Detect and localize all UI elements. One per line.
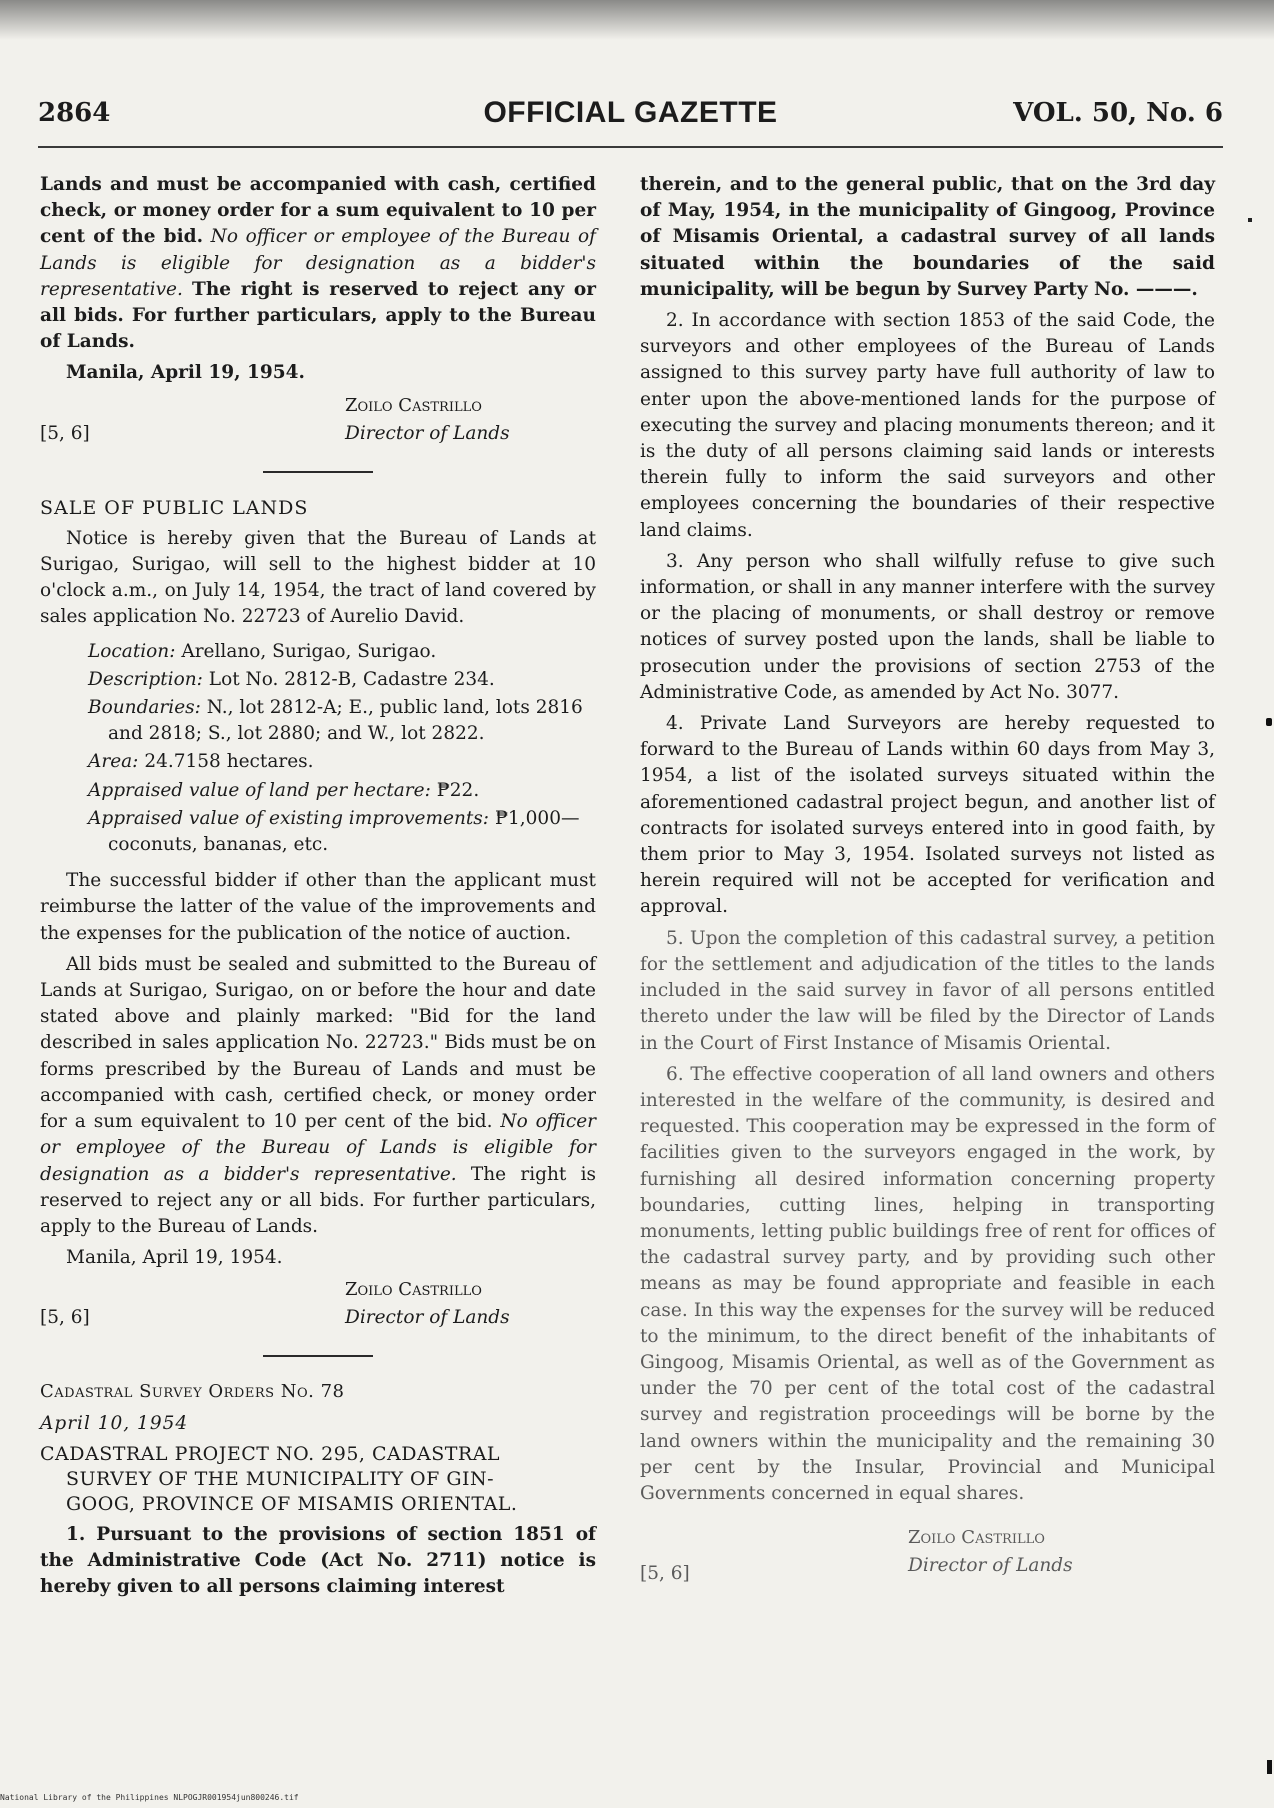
paragraph-4: 4. Private Land Surveyors are hereby requested to forward to the Bureau of Lands within 60 days from May 3, 1954, a list of the isolated surveys situated within the aforementioned cadastral project begun, and another list of contracts for isolated surveys entered into in good faith, by them prior to May 3, 1954. Isolated surveys not listed as herein required will not be accepted for verification and approval. (640, 713, 1215, 918)
continued-notice-text: Lands and must be accompanied with cash, certified check, or money order for a sum equivalent to 10 per cent of the bid. (40, 174, 596, 248)
signatory-name: Zoilo Castrillo (908, 1527, 1045, 1549)
detail-item: Boundaries: N., lot 2812-A; E., public land, lots 2816 and 2818; S., lot 2880; and W., lot 2822. (88, 697, 583, 745)
paragraph-2: 2. In accordance with section 1853 of the said Code, the surveyors and other employees of the Bureau of Lands assigned to this survey party have full authority of law to enter upon the above-mentioned lands for the purpose of executing the survey and placing monuments thereon; and it is the duty of all persons claiming said lands or interests therein fully to inform the said surveyors and other employees concerning the boundaries of their respective land claims. (640, 310, 1215, 541)
continued-notice (40, 172, 596, 355)
scan-artifact (1267, 1760, 1272, 1774)
signatory-title: Director of Lands (908, 1555, 1073, 1577)
publication-title: OFFICIAL GAZETTE (483, 96, 778, 129)
continued-notice-tail: The right is reserved to reject any or all bids. For further particulars, apply to the Bureau of Lands. (40, 278, 596, 353)
signatory-title: Director of Lands (345, 422, 510, 444)
page-number: 2864 (38, 98, 111, 128)
detail-item: Appraised value of land per hectare: ₱22. (88, 779, 480, 801)
scan-source-footer: National Library of the Philippines NLPOGJR001954jun800246.tif (0, 1793, 299, 1802)
signature-block-1 (40, 393, 596, 455)
scan-artifact (1248, 218, 1252, 222)
issue-code: [5, 6] (40, 422, 90, 444)
detail-item: Description: Lot No. 2812-B, Cadastre 234. (88, 668, 495, 690)
page-header (38, 96, 1223, 136)
orders-heading: Cadastral Survey Orders No. 78 (40, 1381, 345, 1403)
issue-code: [5, 6] (640, 1563, 690, 1585)
project-title: CADASTRAL PROJECT NO. 295, CADASTRAL SURVEY OF THE MUNICIPALITY OF GIN- GOOG, PROVINCE OF MISAMIS ORIENTAL. (40, 1442, 518, 1515)
scan-artifact (1266, 718, 1272, 726)
signature-block-3 (640, 1525, 1215, 1591)
left-column (40, 172, 596, 1605)
land-details (88, 639, 596, 859)
issue-code: [5, 6] (40, 1307, 90, 1329)
section-divider (263, 1355, 373, 1357)
volume-number: VOL. 50, No. 6 (1013, 98, 1223, 128)
paragraph-1: 1. Pursuant to the provisions of section 1851 of the Administrative Code (Act No. 2711) notice is hereby given to all persons claiming interest (40, 1523, 596, 1598)
date-line-2: Manila, April 19, 1954. (66, 1247, 283, 1269)
scan-shadow (0, 0, 1274, 40)
detail-item: Area: 24.7158 hectares. (88, 751, 314, 773)
header-rule (38, 146, 1223, 148)
signatory-name: Zoilo Castrillo (345, 394, 482, 416)
section-divider (263, 471, 373, 473)
right-column (640, 172, 1215, 1591)
paragraph-5: 5. Upon the completion of this cadastral survey, a petition for the settlement and adjudication of the titles to the lands included in the said survey in favor of all persons entitled thereto under the law will be filed by the Director of Lands in the Court of First Instance of Misamis Oriental. (640, 927, 1215, 1054)
signature-block-2 (40, 1277, 596, 1339)
paragraph-6: 6. The effective cooperation of all land owners and others interested in the welfare of the community, is desired and requested. This cooperation may be expressed in the form of facilities given to the surveyors engaged in the work, by furnishing all desired information concerning property boundaries, cutting lines, helping in transporting monuments, letting public buildings free of rent for offices of the cadastral survey party, and by providing such other means as may be found appropriate and feasible in each case. In this way the expenses for the survey will be reduced to the minimum, to the direct benefit of the inhabitants of Gingoog, Misamis Oriental, as well as of the Government as under the 70 per cent of the total cost of the cadastral survey and registration proceedings will be borne by the land owners within the municipality and the remaining 30 per cent by the Insular, Provincial and Municipal Governments concerned in equal shares. (640, 1063, 1215, 1504)
successful-bidder-paragraph: The successful bidder if other than the applicant must reimburse the latter of the value of the improvements and the expenses for the publication of the notice of auction. (40, 870, 596, 944)
date-line-1: Manila, April 19, 1954. (66, 362, 305, 384)
signatory-title: Director of Lands (345, 1307, 510, 1329)
signatory-name: Zoilo Castrillo (345, 1279, 482, 1301)
sale-intro: Notice is hereby given that the Bureau of Lands at Surigao, Surigao, will sell to the highest bidder at 10 o'clock a.m., on July 14, 1954, the tract of land covered by sales application No. 22723 of Aurelio David. (40, 527, 596, 628)
detail-item: Appraised value of existing improvements: ₱1,000—coconuts, bananas, etc. (88, 807, 580, 856)
paragraph-3: 3. Any person who shall wilfully refuse to give such information, or shall in any manner interfere with the survey or the placing of monuments, or shall destroy or remove notices of survey posted upon the lands, shall be liable to prosecution under the provisions of section 2753 of the Administrative Code, as amended by Act No. 3077. (640, 550, 1215, 703)
orders-date: April 10, 1954 (40, 1412, 189, 1434)
detail-item: Location: Arellano, Surigao, Surigao. (88, 640, 437, 662)
sale-heading: SALE OF PUBLIC LANDS (40, 496, 309, 519)
paragraph-1-continued: therein, and to the general public, that on the 3rd day of May, 1954, in the municipality of Gingoog, Province of Misamis Oriental, a cadastral survey of all lands situated within the boundaries of the said municipality, will be begun by Survey Party No. ———. (640, 174, 1215, 300)
continued-notice-italic: No officer or employee of the Bureau of Lands is eligible for designation as a bidder's representative. (40, 226, 596, 300)
all-bids-paragraph: All bids must be sealed and submitted to the Bureau of Lands at Surigao, Surigao, on or before the hour and date stated above and plainly marked: "Bid for the land described in sales application No. 22723." Bids must be on forms prescribed by the Bureau of Lands and must be accompanied with cash, certified check, or money order for a sum equivalent to 10 per cent of the bid. No officer or employee of the Bureau of Lands is eligible for designation as a bidder's representative. The right is reserved to reject any or all bids. For further particulars, apply to the Bureau of Lands. (40, 953, 596, 1237)
